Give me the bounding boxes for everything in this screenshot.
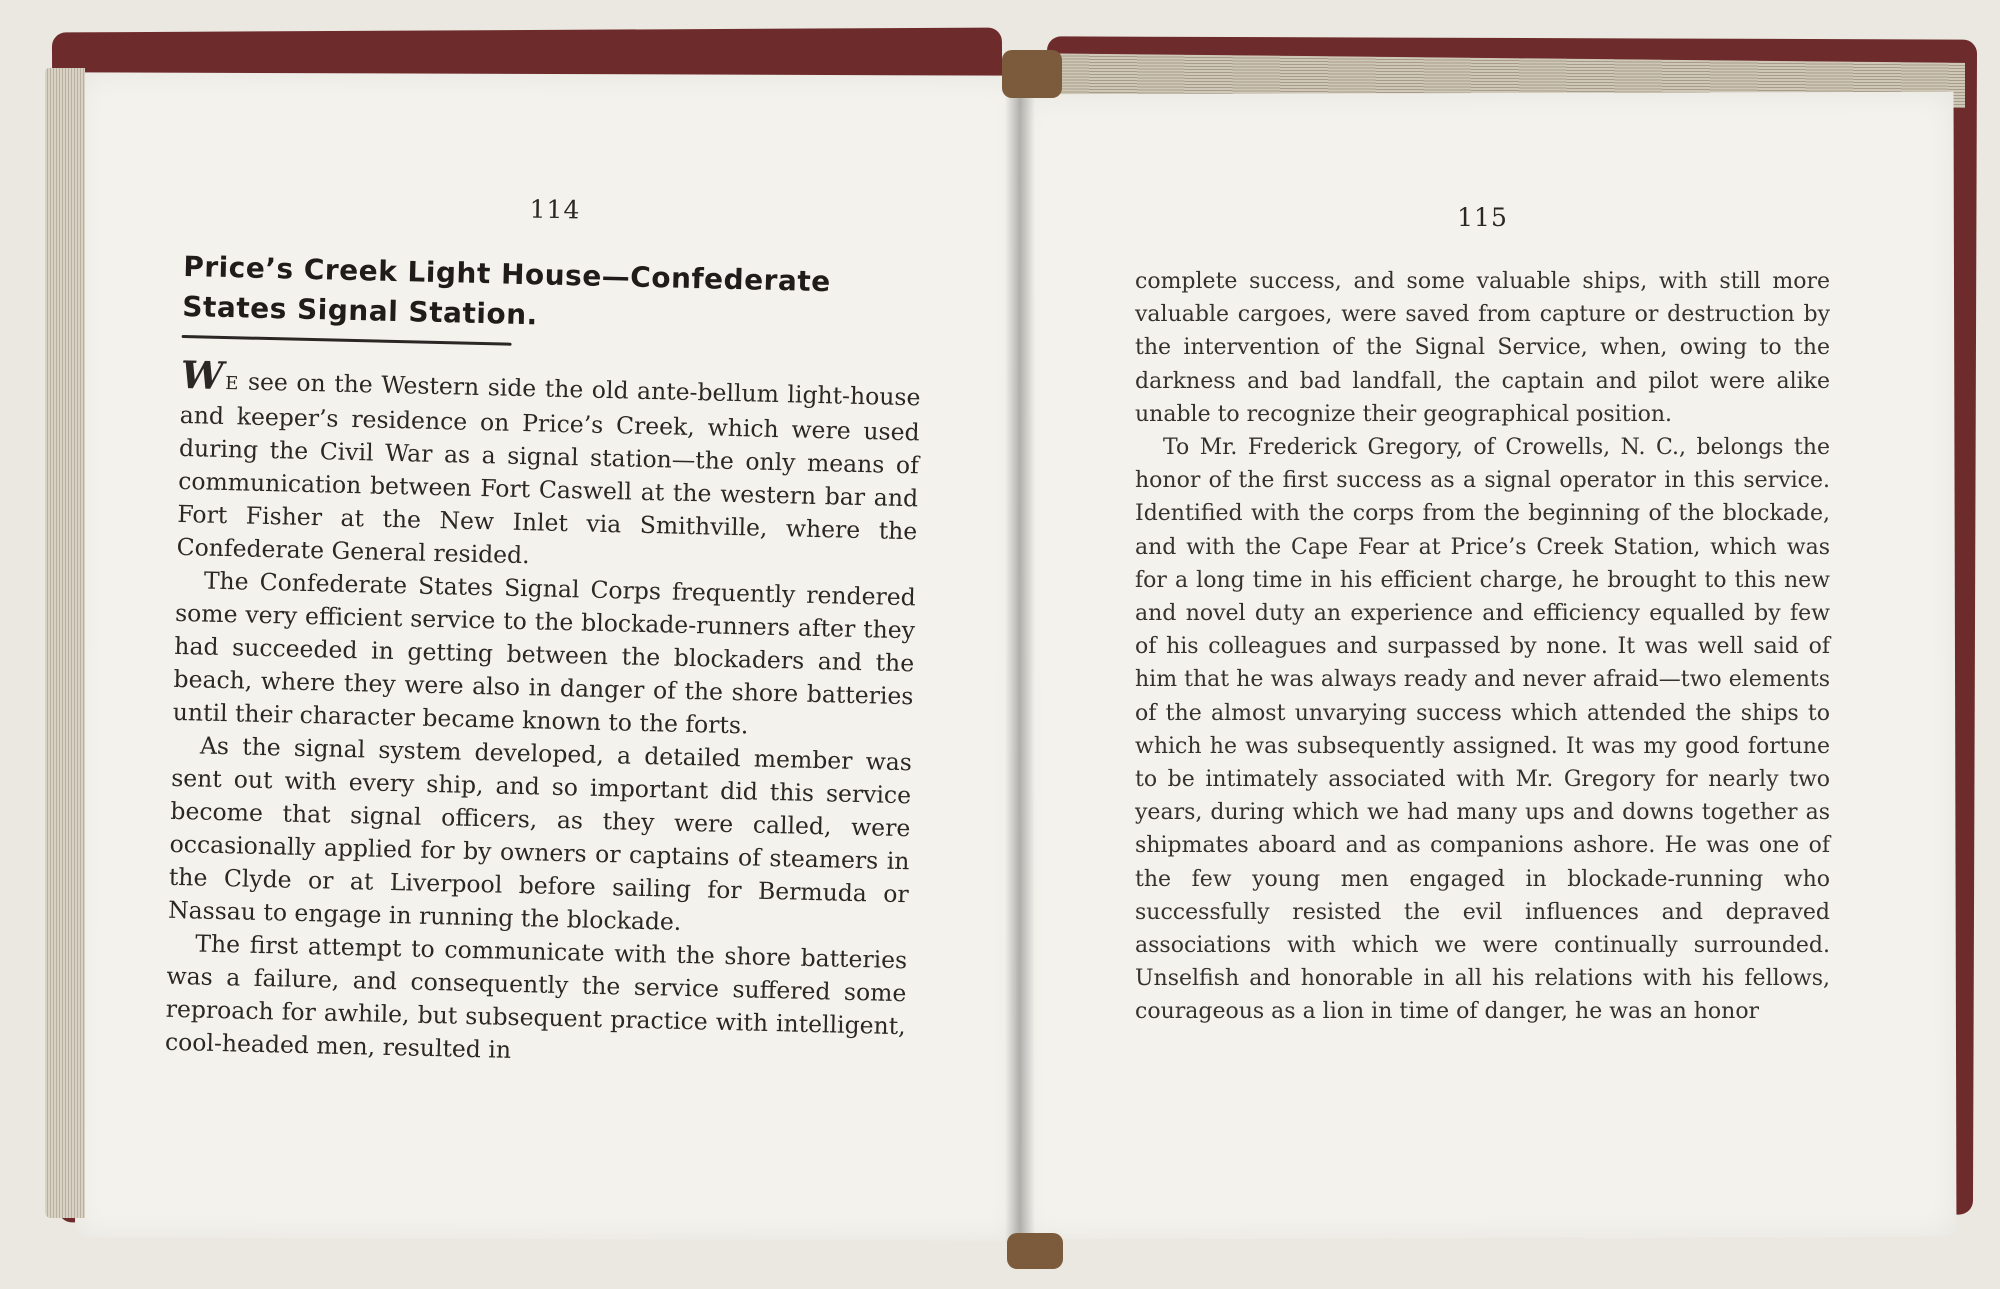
paragraph-1: [176, 351, 921, 581]
paragraph-1-text: see on the Western side the old ante-bellum light-house and keeper’s residence on Price’s Creek, which were used during the Civil War as a signal station—the only means of communication between Fort Caswell at the western bar and Fort Fisher at the New Inlet via Smithville, where the Confederate General resided.: [176, 367, 921, 570]
paragraph-gregory: To Mr. Frederick Gregory, of Crowells, N. C., belongs the honor of the first success as a signal operator in this service. Identified with the corps from the beginning of the blockade, and with the Cape Fear at Price’s Creek Station, which was for a long time in his efficient charge, he brought to this new and novel duty an experience and efficiency equalled by few of his colleagues and surpassed by none. It was well said of him that he was always ready and never afraid—two elements of the almost unvarying success which attended the ships to which he was subsequently assigned. It was my good fortune to be intimately associated with Mr. Gregory for nearly two years, during which we had many ups and downs together as shipmates aboard and as companions ashore. He was one of the few young men engaged in blockade-running who successfully resisted the evil influences and depraved associations with which we were continually surrounded. Unselfish and honorable in all his relations with his fellows, courageous as a lion in time of danger, he was an honor: [1135, 435, 1830, 1025]
spine-binding-bottom: [1007, 1233, 1063, 1269]
small-cap: E: [225, 373, 240, 395]
page-number-left: 114: [529, 194, 581, 225]
paragraph-continued: complete success, and some valuable ships, with still more valuable cargoes, were saved from capture or destruction by the intervention of the Signal Service, when, owing to the darkness and bad landfall, the captain and pilot were alike unable to recognize their geographical position.: [1135, 269, 1830, 427]
paragraph-3: As the signal system developed, a detailed member was sent out with every ship, and so important did this service become that signal officers, as they were called, were occasionally applied for by owners or captains of steamers in the Clyde or at Liverpool before sailing for Bermuda or Nassau to engage in running the blockade.: [167, 731, 913, 936]
chapter-title-line-1: Price’s Creek Light House—Confederate: [182, 249, 832, 299]
title-underline: [182, 335, 512, 346]
right-page-content: [1135, 205, 1830, 1029]
chapter-title-line-2: States Signal Station.: [181, 289, 539, 332]
left-page-content: [165, 195, 925, 1076]
spine-binding-top: [1002, 50, 1062, 98]
page-edges-left: [45, 68, 85, 1218]
drop-cap: W: [180, 351, 224, 398]
paragraph-2: The Confederate States Signal Corps frequently rendered some very efficient service to the blockade-runners after they had succeeded in getting between the blockaders and the beach, where they were also in danger of the shore batteries until their character became known to the forts.: [172, 566, 917, 740]
chapter-title: [182, 247, 924, 344]
paragraph-4: The first attempt to communicate with the shore batteries was a failure, and consequently the service suffered some reproach for awhile, but subsequent practice with intelligent, cool-headed men, resulted in: [164, 929, 908, 1064]
page-number-right: 115: [1457, 203, 1508, 232]
book-gutter: [1005, 68, 1035, 1243]
